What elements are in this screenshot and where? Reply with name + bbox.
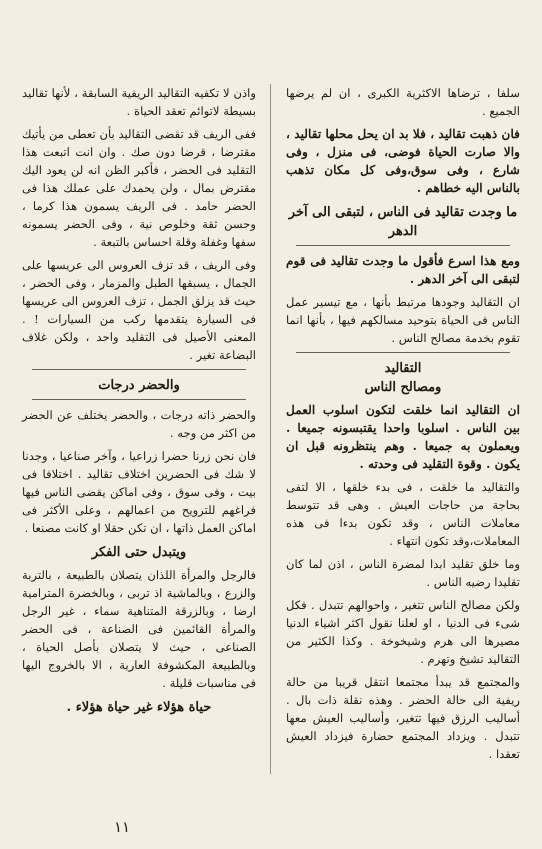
heading-rule	[32, 399, 246, 400]
paragraph: سلفا ، ترضاها الاكثرية الكبرى ، ان لم يرضها الجميع .	[286, 86, 520, 118]
paragraph: وما خلق تقليد ابدا لمضرة الناس ، اذن لما كان تقليدا رضيه الناس .	[286, 557, 520, 589]
section-heading: والحضر درجات	[98, 378, 180, 393]
right-column	[286, 84, 520, 768]
section-heading: ويتبدل حتى الفكر	[91, 545, 187, 560]
paragraph: والتقاليد ما خلقت ، فى بدء خلقها ، الا لتفى بحاجة من حاجات العيش . وهى قد تتوسط معاملات الناس ، وقد تكون بدءا فى هذه المعاملات،وقد تكون انتهاء .	[286, 480, 520, 548]
section-heading: ما وجدت تقاليد فى الناس ، لتبقى الى آخر الدهر	[288, 205, 518, 239]
paragraph: ولكن مصالح الناس تتغير ، واحوالهم تتبدل . فكل شىء فى الدنيا ، او لعلنا نقول اكثر اشياء الدنيا مصيرها الى هرم وشيخوخة . وكذا الكثير من التقاليد تشيخ وتهرم .	[286, 598, 520, 666]
paragraph: والمجتمع قد يبدأ مجتمعا انتقل قريبا من حالة ريفية الى حالة الحضر . وهذه نقلة ذات بال . أساليب الرزق فيها تتغير، وأساليب العيش معها تتبدل . ويزداد المجتمع حضارة فيزداد العيش تعقدا .	[286, 675, 520, 761]
paragraph-bold: فان ذهبت تقاليد ، فلا بد ان يحل محلها تقاليد ، والا صارت الحياة فوضى، فى منزل ، وفى شارع ، وفى سوق،وفى كل مكان تذهب بالناس اليه خطاهم .	[286, 127, 520, 195]
paragraph: والحضر ذاته درجات ، والحضر يختلف عن الحضر من اكثر من وجه .	[22, 408, 256, 440]
heading-rule	[32, 369, 246, 370]
section-heading: التقاليد ومصالح الناس	[364, 361, 442, 395]
heading-rule	[296, 245, 510, 246]
paragraph: ان التقاليد وجودها مرتبط بأنها ، مع تيسير عمل الناس فى الحياة بتوحيد مسالكهم فيها ، بأنها انما تقوم بخدمة مصالح الناس .	[286, 295, 520, 345]
paragraph: ففى الريف قد تقضى التقاليد بأن تعطى من يأتيك مقترضا ، قرضا دون صك . وان انت اتبعت هذا التقليد فى الحضر ، فأكبر الظن انه لن يعود اليك مقترض بمال ، ولن يحمدك على عملك هذا فى الحضر حامد . فى الريف يسمون هذا كرما ، وحسن ثقة وخلوص نية ، وفى الحضر يسمونه سفها وغفلة وقلة احساس بالتبعة .	[22, 127, 256, 249]
page-number: ١١	[114, 818, 131, 836]
paragraph: فان نحن زرنا حضرا زراعيا ، وآخر صناعيا ، وجدنا لا شك فى الحضرين اختلاف تقاليد . اختلافا فى بيت ، وفى سوق ، وفى اماكن يقضى الناس فيها فراغهم للترويح من اعمالهم ، وعلى الأكثر فى اماكن العمل ذاتها ، ان تكن حقلا او كانت مصنعا .	[22, 449, 256, 535]
paragraph-bold: ان التقاليد انما خلقت لتكون اسلوب العمل بين الناس . اسلوبا واحدا يقتبسونه جميعا . ويعملون به جميعا . وهم ينتظرونه قبل ان يكون . وقوة التقليد فى وحدته .	[286, 403, 520, 471]
paragraph: فالرجل والمرأة اللذان يتصلان بالطبيعة ، بالتربة والزرع ، وبالماشية اذ تربى ، وبالخضرة المترامية ارضا ، وبالزرقة المتناهية سماء ، غير الرجل والمرأة القائمين فى الصناعة ، فى الحضر الصناعى ، حيث لا يتصلان بأصل الحياة ، وبالطبيعة المكشوفة العارية ، الا بالخروج اليها فى مناسبات قليلة .	[22, 568, 256, 690]
column-divider	[270, 84, 271, 774]
paragraph: وفى الريف ، قد تزف العروس الى عريسها على الجمال ، يسبقها الطبل والمزمار ، وفى الحضر ، حيث قد يزلق الجمل ، تزف العروس الى عريسها فى السيارة يتقدمها ركب من السيارات ! . المعنى الأصيل فى التقليد واحد ، ولكن غلاف البضاعة تغير .	[22, 258, 256, 362]
paragraph: واذن لا تكفيه التقاليد الريفية السابقة ، لأنها تقاليد بسيطة لاتوائم تعقد الحياة .	[22, 86, 256, 118]
section-heading: حياة هؤلاء غير حياة هؤلاء .	[66, 700, 212, 715]
heading-rule	[296, 352, 510, 353]
paragraph-bold: ومع هذا اسرع فأقول ما وجدت تقاليد فى قوم لتبقى الى آخر الدهر .	[286, 254, 520, 286]
left-column	[22, 84, 256, 721]
